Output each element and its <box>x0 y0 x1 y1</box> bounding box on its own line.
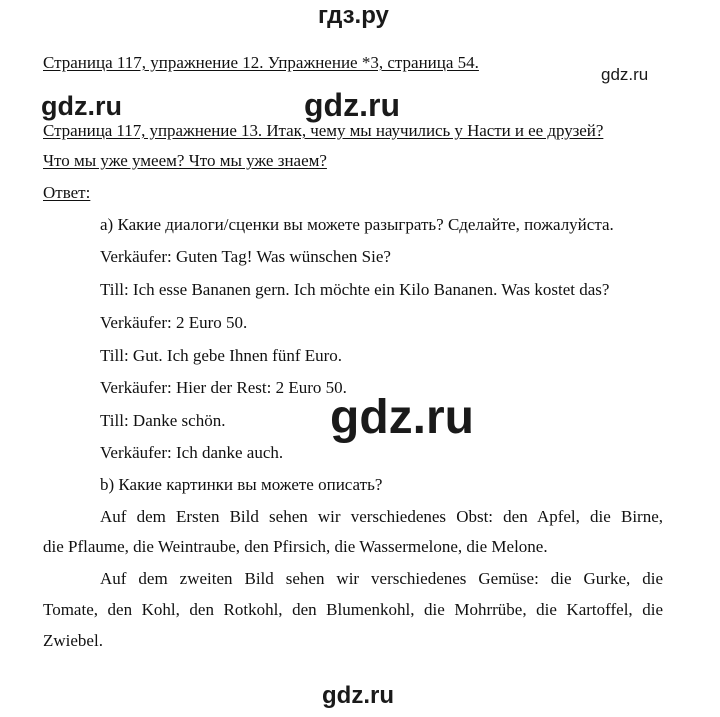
exercise-12-heading: Страница 117, упражнение 12. Упражнение *3, страница 54. <box>43 53 479 72</box>
vegetable-paragraph-line-1: Auf dem zweiten Bild sehen wir verschiedenes Gemüse: die Gurke, die <box>100 569 663 588</box>
watermark-middle-huge: gdz.ru <box>330 391 474 444</box>
answer-label: Ответ: <box>43 183 91 202</box>
watermark-top-right: gdz.ru <box>601 65 649 84</box>
exercise-13-heading-cont: Что мы уже умеем? Что мы уже знаем? <box>43 151 327 170</box>
dialog-line-3: Verkäufer: 2 Euro 50. <box>100 313 248 332</box>
watermark-center-large: gdz.ru <box>304 87 400 123</box>
part-b-question: b) Какие картинки вы можете описать? <box>100 475 383 494</box>
dialog-line-1: Verkäufer: Guten Tag! Was wünschen Sie? <box>100 247 391 266</box>
watermark-left-large: gdz.ru <box>41 91 122 121</box>
vegetable-paragraph-line-3: Zwiebel. <box>43 631 103 650</box>
vegetable-paragraph-line-2: Tomate, den Kohl, den Rotkohl, den Blumenkohl, die Mohrrübe, die Kartoffel, die <box>43 600 663 619</box>
dialog-line-7: Verkäufer: Ich danke auch. <box>100 443 284 462</box>
fruit-paragraph-line-1: Auf dem Ersten Bild sehen wir verschiedenes Obst: den Apfel, die Birne, <box>100 507 663 526</box>
fruit-paragraph-line-2: die Pflaume, die Weintraube, den Pfirsich, die Wassermelone, die Melone. <box>43 537 548 556</box>
watermark-top-center: гдз.ру <box>318 2 389 29</box>
dialog-line-5: Verkäufer: Hier der Rest: 2 Euro 50. <box>100 378 347 397</box>
exercise-13-heading: Страница 117, упражнение 13. Итак, чему мы научились у Насти и ее друзей? <box>43 121 604 140</box>
watermark-bottom-center: gdz.ru <box>322 682 394 709</box>
dialog-line-4: Till: Gut. Ich gebe Ihnen fünf Euro. <box>100 346 343 365</box>
dialog-line-6: Till: Danke schön. <box>100 411 226 430</box>
dialog-line-2: Till: Ich esse Bananen gern. Ich möchte ein Kilo Bananen. Was kostet das? <box>100 280 610 299</box>
part-a-question: а) Какие диалоги/сценки вы можете разыграть? Сделайте, пожалуйста. <box>100 215 614 234</box>
